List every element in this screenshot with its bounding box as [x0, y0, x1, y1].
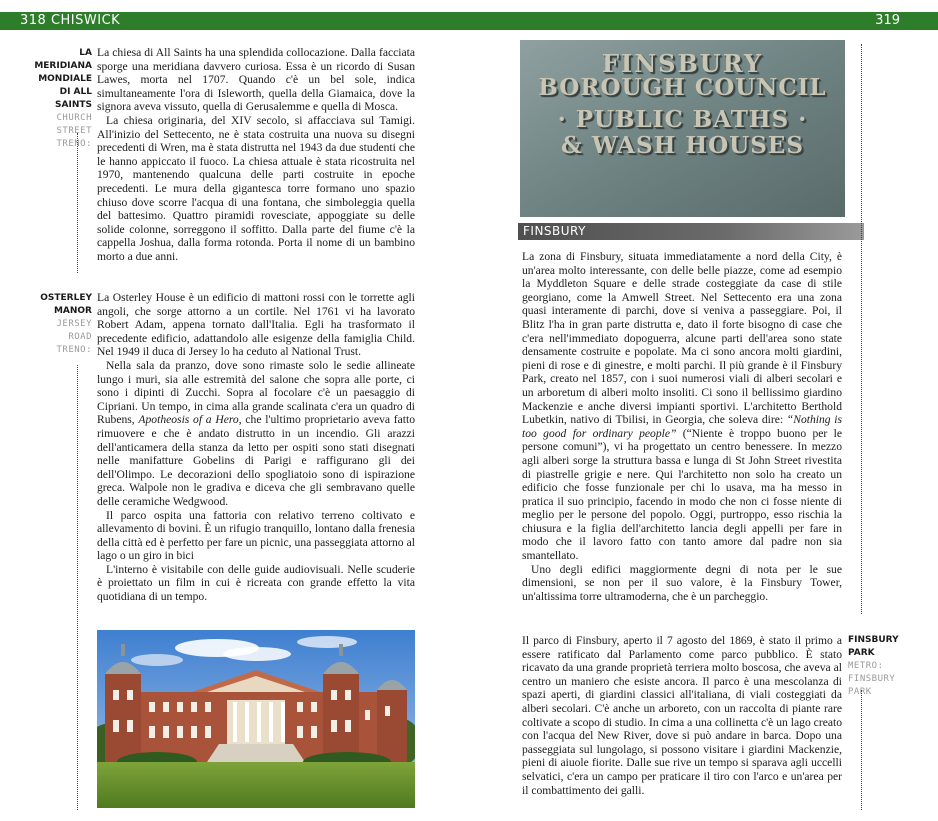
meridiana-title-1: LA MERIDIANA — [34, 48, 92, 71]
finsbury-paragraph-1: La zona di Finsbury, situata immediatamente a nord della City, è un'area molto interessante, con delle belle piazze, come ad esempio la Myddleton Square e delle strade costeggiate da case di stile georgiano, come la Amwell Street. Nel Settecento era una zona quasi interamente di parchi, dove si veniva a passeggiare. Poi, il Blitz l'ha in gran parte distrutta e, dato il forte bisogno di case che c'era nell'immediato dopoguerra, alcune parti dell'area sono state densamente costruite e popolate. Ma ci sono ancora molti giardini, pieni di rose e di ginestre, e molti parchi. Il più grande è il Finsbury Park, creato nel 1857, con i suoi numerosi viali di alberi secolari e un arboretum di alberi molto insoliti. Ci sono il bellissimo giardino Mackenzie e anche diversi impianti sportivi. L'architetto Berthold Lubetkin, nativo di Tbilisi, in Georgia, che soleva dire: “Nothing is too good for ordinary people” (“Niente è troppo buono per le persone comuni”), vi ha progettato un centro benessere. In mezzo agli alberi sorge la struttura bassa e lunga di St John Street rivestita di piastrelle grigie e nere. Qui l'architetto non solo ha creato un edificio che fosse funzionale per chi lo usava, ma ha messo in pratica il suo principio, facendo in modo che non ci fosse niente di meglio per le persone del popolo. Oggi, purtroppo, esso rischia la chiusura e la figlia dell'architetto lancia degli appelli per fare in modo che il lavoro fatto con tanto amore dal padre non sia smantellato. — [522, 250, 843, 563]
osterley-sidebar — [20, 292, 92, 357]
running-header — [0, 12, 938, 30]
section-title-finsbury: FINSBURY — [518, 223, 864, 240]
meridiana-sidebar — [20, 47, 92, 151]
left-page-header: 318 CHISWICK — [20, 13, 121, 28]
meridiana-paragraph-1: La chiesa di All Saints ha una splendida collocazione. Dalla facciata sporge una meridiana davvero curiosa. Essa è un ricordo di Susan Lawes, morta nel 1707. Quando c'è un bel sole, indica simultaneamente l'ora di Isleworth, quella della Giamaica, dove la signora aveva vissuto, quella di Gerusalemme e quella di Mosca. — [97, 46, 415, 114]
finsbury-text — [522, 250, 842, 603]
meridiana-transport: TRENO: — [56, 139, 92, 149]
osterley-address-1: JERSEY — [56, 319, 92, 329]
right-page-number: 319 — [875, 13, 900, 28]
finsbury-sign-photo — [520, 40, 845, 217]
finsbury-park-station-1: FINSBURY — [848, 674, 896, 684]
meridiana-dotted-rule — [77, 133, 78, 273]
finsbury-park-title: FINSBURY PARK — [848, 635, 899, 658]
osterley-house-photo — [97, 630, 415, 808]
meridiana-title-3: DI ALL SAINTS — [55, 87, 92, 110]
finsbury-park-transport: METRO: — [848, 661, 884, 671]
meridiana-address-1: CHURCH — [56, 113, 92, 123]
sign-line-4: & WASH HOUSES — [561, 132, 804, 159]
meridiana-paragraph-2: La chiesa originaria, del XIV secolo, si affacciava sul Tamigi. All'inizio del Settecento, ne è stata costruita una nuova su disegni precedenti di Wren, ma è stata distrutta nel 1943 da due studenti che le hanno appiccato il fuoco. La chiesa attuale è stata ricostruita nel 1970, mantenendo qualcuna delle parti costruite in epoche precedenti. Le mura della gigantesca torre formano uno spazio chiuso dove scorre l'acqua di una fontana, che simboleggia quella del battesimo. Quattro piramidi rovesciate, appoggiate su delle solide colonne, sorreggono il soffitto. Dalla parte del fiume c'è la cappella Joshua, dalla forma rotonda. Porta il nome di un bambino morto a due anni. — [97, 113, 415, 263]
osterley-address-2: ROAD — [68, 332, 92, 342]
osterley-transport: TRENO: — [56, 345, 92, 355]
sign-line-1: FINSBURY — [601, 49, 764, 78]
finsbury-park-paragraph: Il parco di Finsbury, aperto il 7 agosto del 1869, è stato il primo a essere ratificato dal Parlamento come parco pubblico. È stato ricavato da una grande proprietà terriera molto boscosa, che aveva al centro un maniero che esiste ancora. Il parco è una mescolanza di spazi aperti, di giardini classici all'italiana, di viali costeggiati da alberi secolari. C'è anche un arboreto, con un raccolta di piante rare coltivate a scopo di studio. In cima a una collinetta c'è un lago creato con l'acqua del New River, dove si può andare in barca. Dopo una passeggiata sul lungolago, si possono visitare i giardini Mackenzie, pieni di aiuole fiorite. Dalle sue rive un tempo si sparava agli uccelli selvatici, c'era un campo per praticare il tiro con l'arco e un'area per il combattimento dei galli. — [522, 634, 842, 797]
finsbury-paragraph-2: Uno degli edifici maggiormente degni di nota per le sue dimensioni, se non per il suo valore, è la Finsbury Tower, un'altissima torre ultramoderna, che è un parcheggio. — [522, 562, 842, 603]
osterley-title-2: MANOR — [53, 306, 92, 316]
finsbury-park-text — [522, 634, 842, 797]
osterley-dotted-rule — [77, 365, 78, 810]
sign-line-3: · PUBLIC BATHS · — [557, 106, 808, 133]
finsbury-park-sidebar — [848, 634, 928, 699]
osterley-paragraph-1: La Osterley House è un edificio di mattoni rossi con le torrette agli angoli, che sorge attorno a un cortile. Nel 1761 vi ha lavorato Robert Adam, appena tornato dall'Italia. Egli ha trasformato il precedente edificio, adattandolo alle esigenze della famiglia Child. Nel 1949 il duca di Jersey lo ha ceduto al National Trust. — [97, 291, 415, 359]
osterley-title-1: OSTERLEY — [40, 293, 92, 303]
finsbury-park-station-2: PARK — [848, 687, 872, 697]
meridiana-title-2: MONDIALE — [38, 74, 92, 84]
osterley-paragraph-3: Il parco ospita una fattoria con relativo terreno coltivato e allevamento di bovini. È un rifugio tranquillo, lontano dalla frenesia della città ed è perfetto per fare un picnic, una passeggiata attorno al lago o un giro in bici — [97, 508, 415, 563]
sign-line-2: BOROUGH COUNCIL — [538, 74, 827, 101]
osterley-house-illustration — [97, 630, 415, 808]
right-dotted-rule-top — [861, 44, 862, 614]
meridiana-address-2: STREET — [56, 126, 92, 136]
meridiana-text — [97, 46, 415, 264]
osterley-paragraph-4: L'interno è visitabile con delle guide audiovisuali. Nelle scuderie è proiettato un film in cui è ricreata con grande effetto la vita quotidiana di un tempo. — [97, 562, 415, 604]
osterley-paragraph-2: Nella sala da pranzo, dove sono rimaste solo le sedie allineate lungo i muri, sia alle estremità del salone che sopra alle porte, ci sono i dipinti di Zucchi. Sopra al focolare c'è un paesaggio di Cipriani. Un tempo, in cima alla grande scalinata c'era un quadro di Rubens, Apotheosis of a Hero, che l'ultimo proprietario aveva fatto rimuovere e che è andato distrutto in un incendio. Gli arazzi dell'anticamera della stanza da letto per ospiti sono stati disegnati nelle manifatture Gobelins di Parigi e raffigurano gli dei dell'Olimpo. Le decorazioni dello spogliatoio sono di ispirazione greca. Walpole non le gradiva e diceva che gli sembravano quelle delle ceramiche Wedgwood. — [97, 358, 415, 508]
right-dotted-rule-bottom — [861, 690, 862, 810]
osterley-text — [97, 291, 415, 604]
